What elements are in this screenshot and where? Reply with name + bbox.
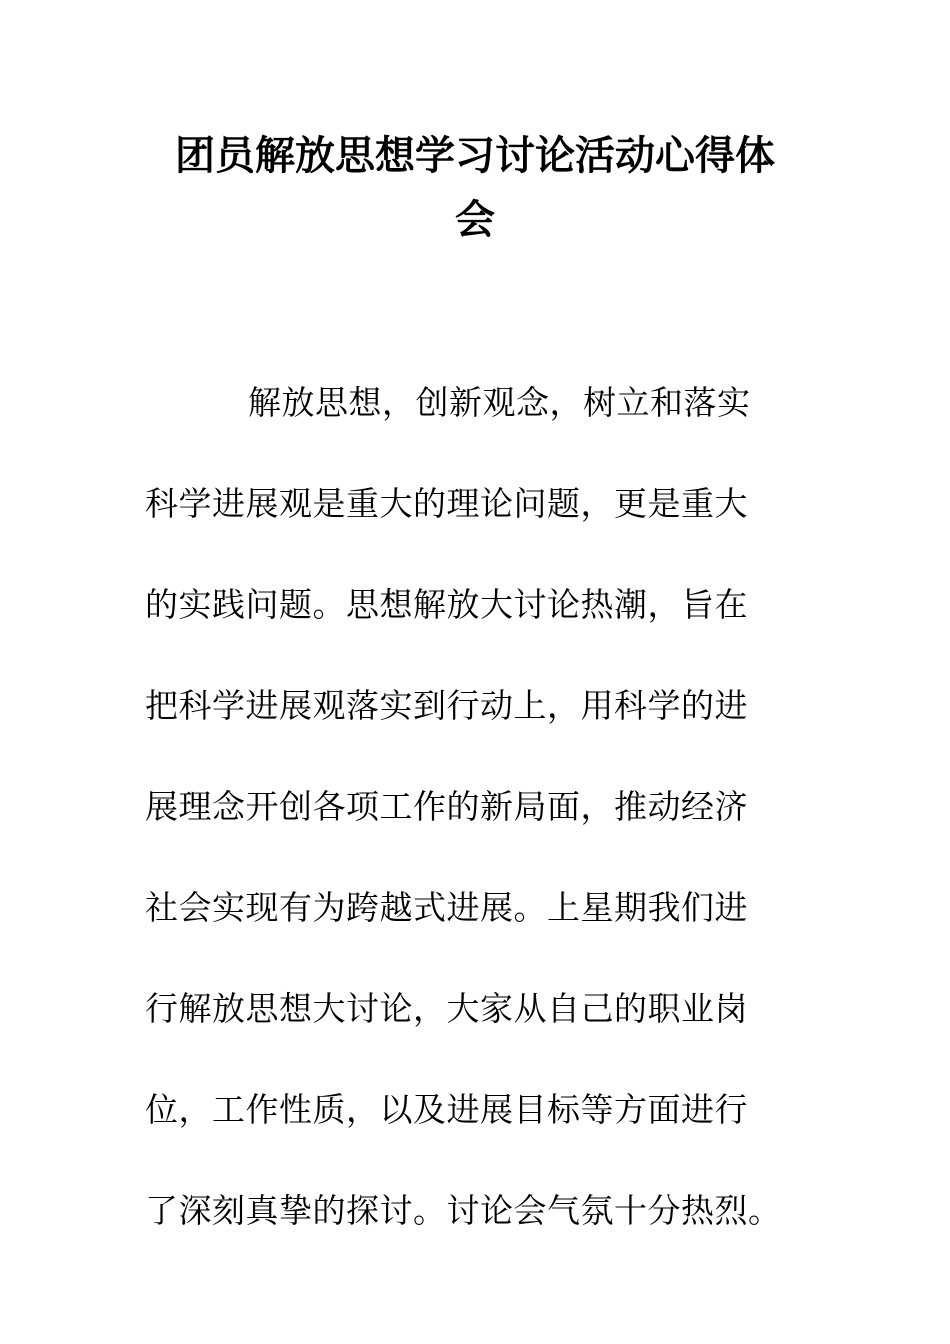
body-line-4: 把科学进展观落实到行动上，用科学的进	[145, 686, 748, 725]
body-line-6: 社会实现有为跨越式进展。上星期我们进	[145, 888, 748, 927]
title-line-2: 会	[455, 197, 495, 243]
body-line-1: 解放思想，创新观念，树立和落实	[248, 383, 751, 422]
document-title	[0, 124, 950, 252]
body-line-2: 科学进展观是重大的理论问题，更是重大	[145, 484, 748, 523]
title-line-1: 团员解放思想学习讨论活动心得体	[175, 133, 775, 179]
body-line-8: 位，工作性质，以及进展目标等方面进行	[145, 1090, 748, 1129]
body-paragraph	[145, 372, 825, 1281]
body-line-3: 的实践问题。思想解放大讨论热潮，旨在	[145, 585, 748, 624]
body-line-5: 展理念开创各项工作的新局面，推动经济	[145, 787, 748, 826]
body-line-9: 了深刻真挚的探讨。讨论会气氛十分热烈。	[145, 1191, 782, 1230]
body-line-7: 行解放思想大讨论，大家从自己的职业岗	[145, 989, 748, 1028]
